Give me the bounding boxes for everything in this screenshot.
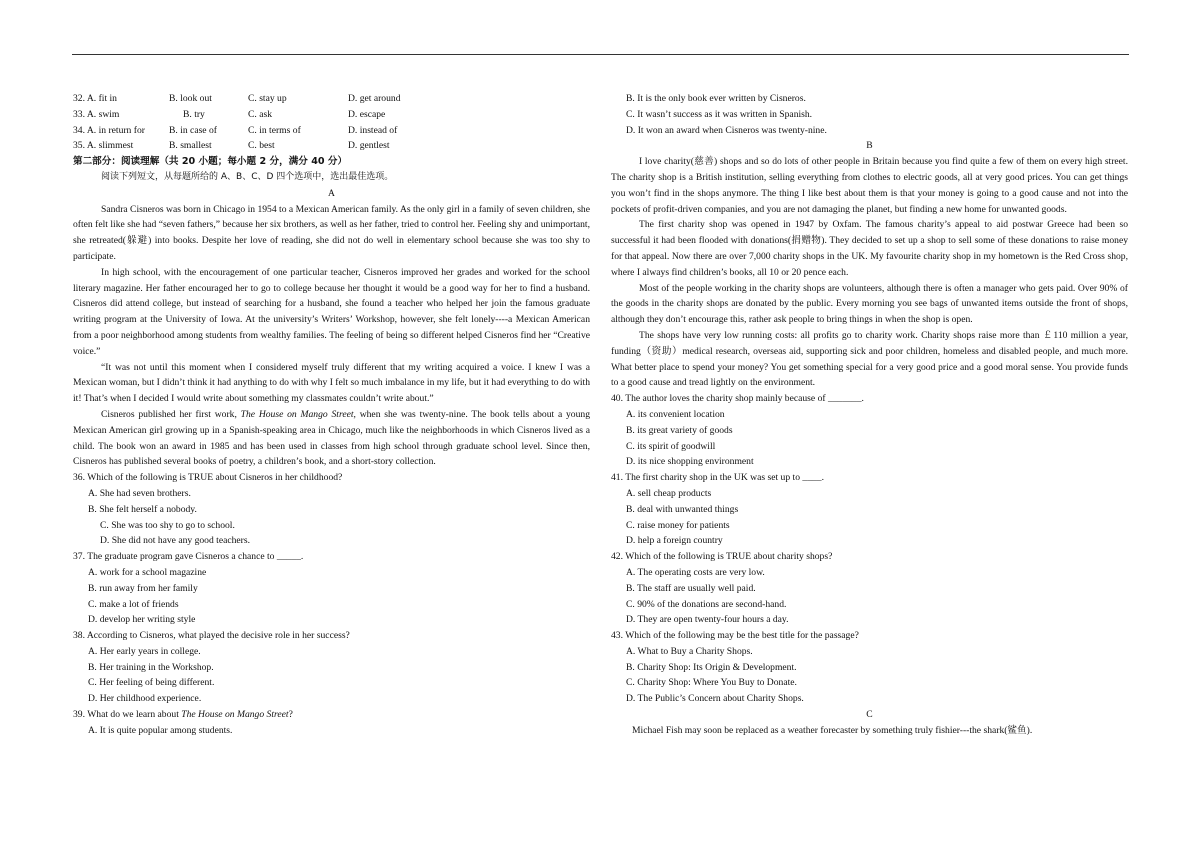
question-40-option-b[interactable]: B. its great variety of goods <box>626 424 733 436</box>
vocab-row-34 <box>73 123 590 139</box>
question-42-option-c[interactable]: C. 90% of the donations are second-hand. <box>626 598 787 610</box>
paragraph-text: when she was twenty-nine. The book tells about a young Mexican American girl growing up in a Spanish-speaking area in Chicago, much like the neighborhoods in which Cisneros lived as a child. The book won an award in 1985 and has been used in classes from high school through graduate school level. Since then, Cisneros has published several books of poetry, a children’s book, and a short-story collection. <box>73 408 590 468</box>
passage-b-paragraph-4: The shops have very low running costs: all profits go to charity work. Charity shops raise more than ￡110 million a year, funding（资助）medical research, overseas aid, supporting sick and poor children, homeless and disabled people, and much more. What better place to spend your money? You get something special for a very good price and a good moral sense. You provide funds to a good cause and tread lightly on the environment. <box>611 329 1128 389</box>
question-36-stem: 36. Which of the following is TRUE about Cisneros in her childhood? <box>73 472 343 484</box>
question-42-stem: 42. Which of the following is TRUE about charity shops? <box>611 551 833 563</box>
book-title: The House on Mango Street, <box>240 408 356 420</box>
question-40-option-a[interactable]: A. its convenient location <box>626 408 725 420</box>
option-c: C. stay up <box>248 93 287 104</box>
option-a: 35. A. slimmest <box>73 140 134 152</box>
paragraph-text: Cisneros published her first work, <box>101 408 241 420</box>
passage-a-paragraph-3: “It was not until this moment when I considered myself truly different that my writing acquired a voice. I knew I was a Mexican woman, but I didn’t think it had anything to do with why I felt so much imbalance in my life, but it had everything to do with it! That’s when I decided I would write about something my classmates couldn’t write about.” <box>73 361 590 405</box>
option-d: D. escape <box>348 108 386 120</box>
passage-b-paragraph-2: The first charity shop was opened in 1947 by Oxfam. The famous charity’s appeal to aid postwar Greece had been so successful it had been flooded with donations(捐赠物). They decided to set up a shop to sell some of these donations to raise money for that appeal. Now there are over 7,000 charity shops in the UK. My favourite charity shop in my hometown is the Red Cross shop, where I always find children’s books, all 10 or 20 pence each. <box>611 219 1128 278</box>
passage-label-c: C <box>866 709 873 721</box>
question-40-stem: 40. The author loves the charity shop mainly because of _______. <box>611 393 864 405</box>
vocab-row-35 <box>73 138 590 154</box>
passage-b-paragraph-1: I love charity(慈善) shops and so do lots of other people in Britain because you find quite a few of them on every high street. The charity shop is a British institution, selling everything from clothes to electric goods, all at very good prices. You can get things you won’t find in the shops anymore. The thing I like best about them is that your money is going to a good cause and not into the pockets of profit-driven companies, and you are not damaging the planet, but finding a new home for unwanted goods. <box>611 156 1128 215</box>
question-43-option-a[interactable]: A. What to Buy a Charity Shops. <box>626 645 753 657</box>
option-b: B. in case of <box>169 124 217 136</box>
question-38-stem: 38. According to Cisneros, what played the decisive role in her success? <box>73 630 350 642</box>
passage-c-paragraph-1: Michael Fish may soon be replaced as a weather forecaster by something truly fishier---the shark(鲨鱼). <box>632 724 1033 736</box>
question-43-stem: 43. Which of the following may be the best title for the passage? <box>611 630 859 642</box>
option-d: D. gentlest <box>348 140 390 152</box>
option-c: C. best <box>248 140 275 152</box>
option-b: B. look out <box>169 93 212 104</box>
question-40-option-d[interactable]: D. its nice shopping environment <box>626 456 754 468</box>
question-41-stem: 41. The first charity shop in the UK was set up to ____. <box>611 472 824 484</box>
section-heading: 第二部分：阅读理解（共 20 小题；每小题 2 分，满分 40 分） <box>73 156 348 168</box>
option-a: 34. A. in return for <box>73 124 145 136</box>
option-b: B. try <box>183 108 205 120</box>
question-37-option-b[interactable]: B. run away from her family <box>88 582 198 594</box>
question-38-option-b[interactable]: B. Her training in the Workshop. <box>88 661 214 673</box>
question-43-option-c[interactable]: C. Charity Shop: Where You Buy to Donate. <box>626 677 797 689</box>
option-c: C. in terms of <box>248 124 301 136</box>
question-text: 39. What do we learn about <box>73 709 182 721</box>
left-column <box>73 91 590 739</box>
question-37-option-d[interactable]: D. develop her writing style <box>88 614 196 626</box>
question-40-option-c[interactable]: C. its spirit of goodwill <box>626 440 716 452</box>
option-c: C. ask <box>248 108 272 120</box>
question-39-stem <box>73 707 590 723</box>
question-38-option-d[interactable]: D. Her childhood experience. <box>88 693 202 705</box>
question-41-option-b[interactable]: B. deal with unwanted things <box>626 503 739 515</box>
question-36-option-c[interactable]: C. She was too shy to go to school. <box>100 519 235 531</box>
passage-a-paragraph-1: Sandra Cisneros was born in Chicago in 1954 to a Mexican American family. As the only girl in a family of seven children, she often felt like she had “seven fathers,” because her six brothers, as well as her father, tried to control her. Feeling shy and unimportant, she retreated(躲避) into books. Despite her love of reading, she did not do well in elementary school because she was too shy to participate. <box>73 203 590 262</box>
vocab-row-32 <box>73 91 590 107</box>
header-rule <box>72 54 1129 55</box>
book-title: The House on Mango Street <box>181 709 289 721</box>
question-38-option-a[interactable]: A. Her early years in college. <box>88 645 201 657</box>
question-38-option-c[interactable]: C. Her feeling of being different. <box>88 677 215 689</box>
option-d: D. instead of <box>348 124 398 136</box>
question-42-option-a[interactable]: A. The operating costs are very low. <box>626 566 765 578</box>
passage-a-paragraph-4 <box>73 407 590 470</box>
passage-b-paragraph-3: Most of the people working in the charity shops are volunteers, although there is often a manager who gets paid. Over 90% of the goods in the charity shops are donated by the public. Every morning you see bags of unwanted items outside the front of shops, although they don’t encourage this, rather ask people to bring things in when the shop is open. <box>611 282 1128 326</box>
option-d: D. get around <box>348 93 401 104</box>
option-a: 33. A. swim <box>73 108 120 120</box>
question-41-option-c[interactable]: C. raise money for patients <box>626 519 730 531</box>
right-column <box>611 91 1128 739</box>
question-39-option-c[interactable]: C. It wasn’t success as it was written in Spanish. <box>626 108 813 120</box>
question-37-stem: 37. The graduate program gave Cisneros a chance to _____. <box>73 551 304 563</box>
question-36-option-b[interactable]: B. She felt herself a nobody. <box>88 503 197 515</box>
question-39-option-a[interactable]: A. It is quite popular among students. <box>88 724 233 736</box>
question-43-option-b[interactable]: B. Charity Shop: Its Origin & Development. <box>626 661 797 673</box>
passage-label-b: B <box>866 140 873 152</box>
question-42-option-d[interactable]: D. They are open twenty-four hours a day. <box>626 614 789 626</box>
option-a: 32. A. fit in <box>73 93 117 104</box>
question-37-option-c[interactable]: C. make a lot of friends <box>88 598 179 610</box>
section-instruction: 阅读下列短文，从每题所给的 A、B、C、D 四个选项中，选出最佳选项。 <box>101 171 394 182</box>
vocab-row-33 <box>73 107 590 123</box>
question-42-option-b[interactable]: B. The staff are usually well paid. <box>626 582 756 594</box>
option-b: B. smallest <box>169 140 212 152</box>
question-39-option-b[interactable]: B. It is the only book ever written by Cisneros. <box>626 93 806 104</box>
question-mark: ? <box>288 709 293 721</box>
question-36-option-d[interactable]: D. She did not have any good teachers. <box>100 535 250 547</box>
passage-a-paragraph-2: In high school, with the encouragement of one particular teacher, Cisneros improved her grades and worked for the school literary magazine. Her father encouraged her to go to college because her thought it would be a good way for her to find a husband. Cisneros did attend college, but instead of searching for a husband, she found a teacher who helped her join the famous graduate writing program at the University of Iowa. At the university’s Writers’ Workshop, however, she felt lonely----a Mexican American from a poor neighborhood among students from wealthy families. The feeling of being so different helped Cisneros find her “Creative voice.” <box>73 266 590 357</box>
question-39-option-d[interactable]: D. It won an award when Cisneros was twenty-nine. <box>626 124 827 136</box>
question-37-option-a[interactable]: A. work for a school magazine <box>88 566 207 578</box>
question-43-option-d[interactable]: D. The Public’s Concern about Charity Shops. <box>626 693 804 705</box>
question-41-option-a[interactable]: A. sell cheap products <box>626 487 712 499</box>
question-36-option-a[interactable]: A. She had seven brothers. <box>88 487 191 499</box>
question-41-option-d[interactable]: D. help a foreign country <box>626 535 723 547</box>
passage-label-a: A <box>328 187 335 199</box>
